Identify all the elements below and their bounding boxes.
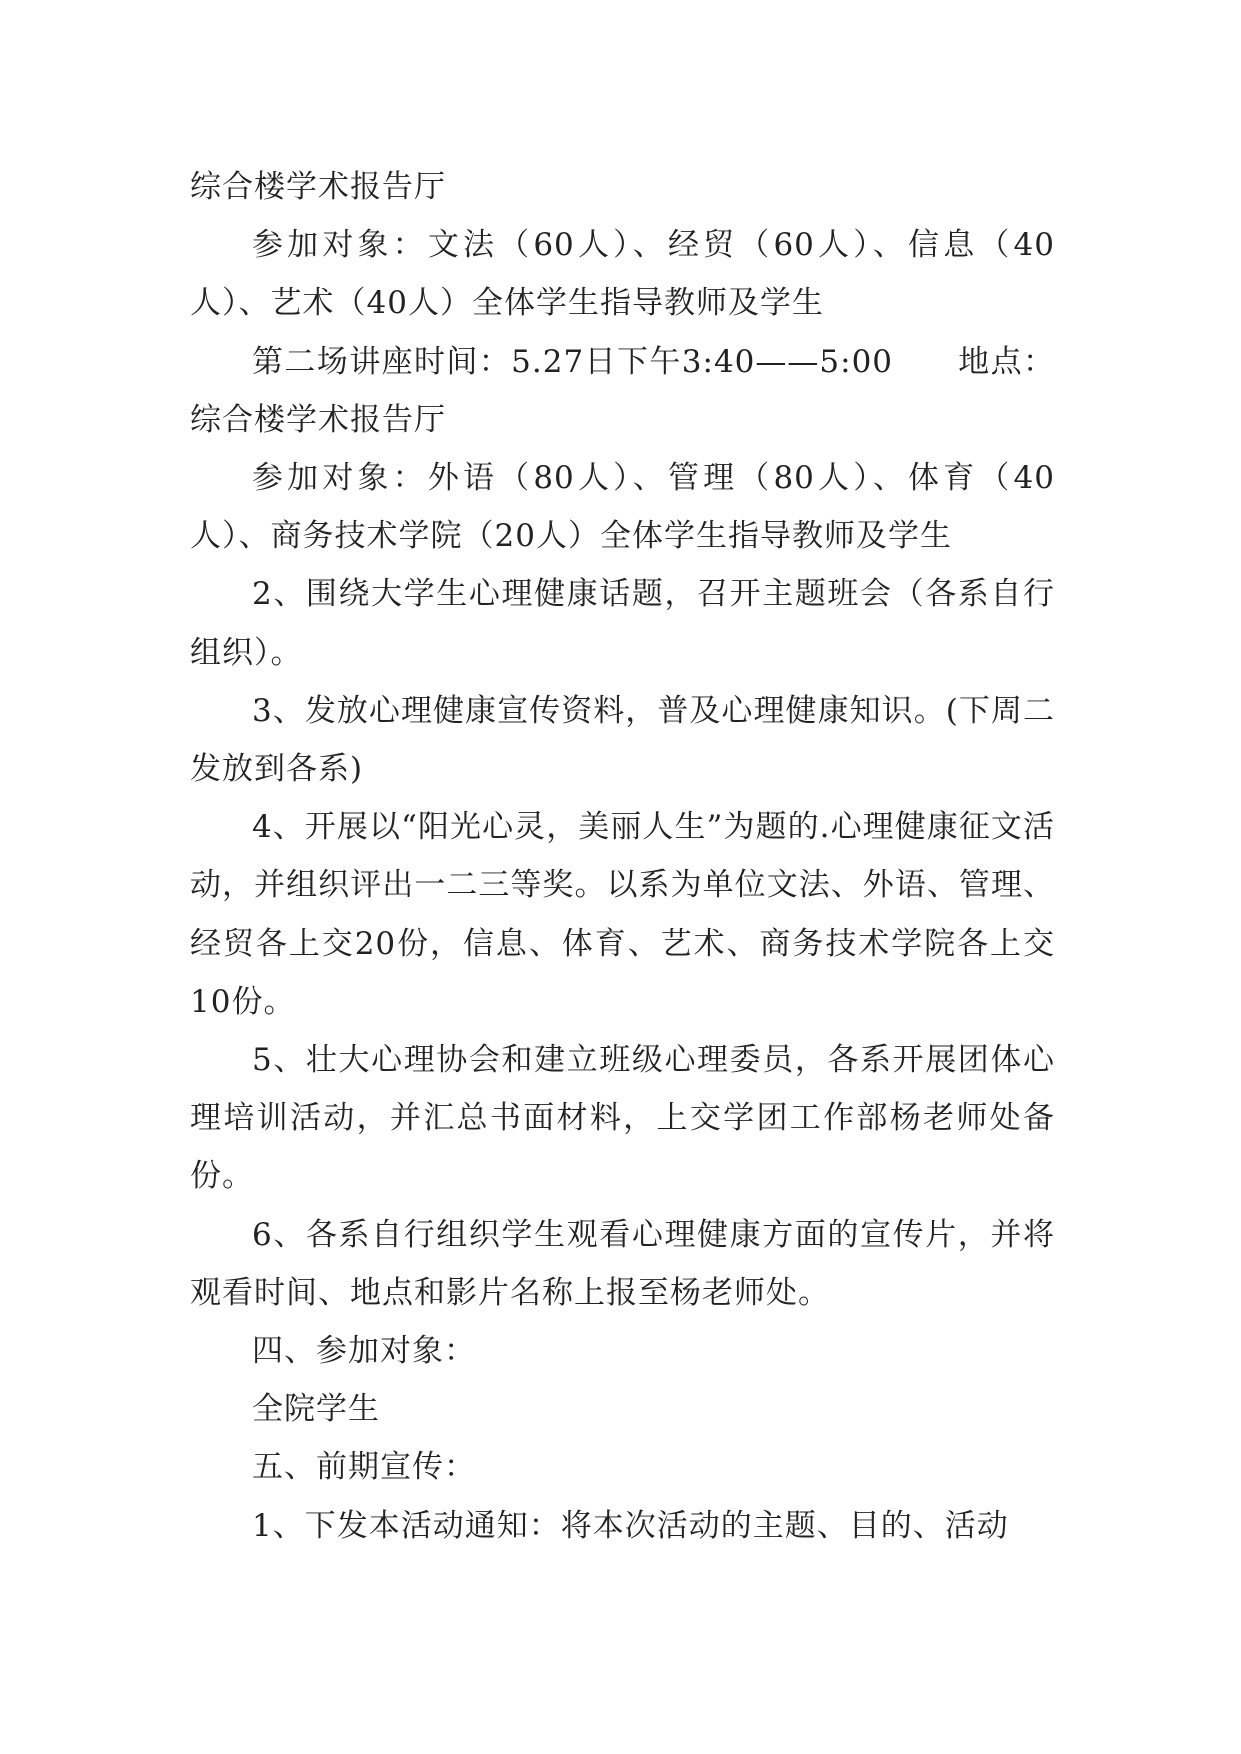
section-heading-participants: 四、参加对象： [252,1333,476,1370]
paragraph-item-5: 5、壮大心理协会和建立班级心理委员，各系开展团体心理培训活动，并汇总书面材料，上交学团工作部杨老师处备份。 [190,1042,1055,1195]
paragraph-venue-1: 综合楼学术报告厅 [190,169,446,205]
paragraph-item-2: 2、围绕大学生心理健康话题，召开主题班会（各系自行组织）。 [190,576,1055,671]
section-heading-publicity: 五、前期宣传： [252,1449,476,1486]
paragraph-all-students: 全院学生 [252,1391,380,1428]
paragraph-publicity-item-1: 1、下发本活动通知：将本次活动的主题、目的、活动 [252,1507,1009,1544]
document-body [190,158,1055,1555]
paragraph-second-lecture: 第二场讲座时间：5.27日下午3:40——5:00 地点：综合楼学术报告厅 [190,343,1055,438]
paragraph-item-3: 3、发放心理健康宣传资料，普及心理健康知识。(下周二发放到各系) [190,692,1055,788]
paragraph-item-4: 4、开展以“阳光心灵，美丽人生”为题的.心理健康征文活动，并组织评出一二三等奖。以系为单位文法、外语、管理、经贸各上交20份，信息、体育、艺术、商务技术学院各上交10份。 [190,809,1055,1020]
paragraph-item-6: 6、各系自行组织学生观看心理健康方面的宣传片，并将观看时间、地点和影片名称上报至杨老师处。 [190,1216,1055,1311]
paragraph-participants-1: 参加对象：文法（60人）、经贸（60人）、信息（40人）、艺术（40人）全体学生指导教师及学生 [190,227,1055,322]
paragraph-participants-2: 参加对象：外语（80人）、管理（80人）、体育（40人）、商务技术学院（20人）全体学生指导教师及学生 [190,460,1055,555]
